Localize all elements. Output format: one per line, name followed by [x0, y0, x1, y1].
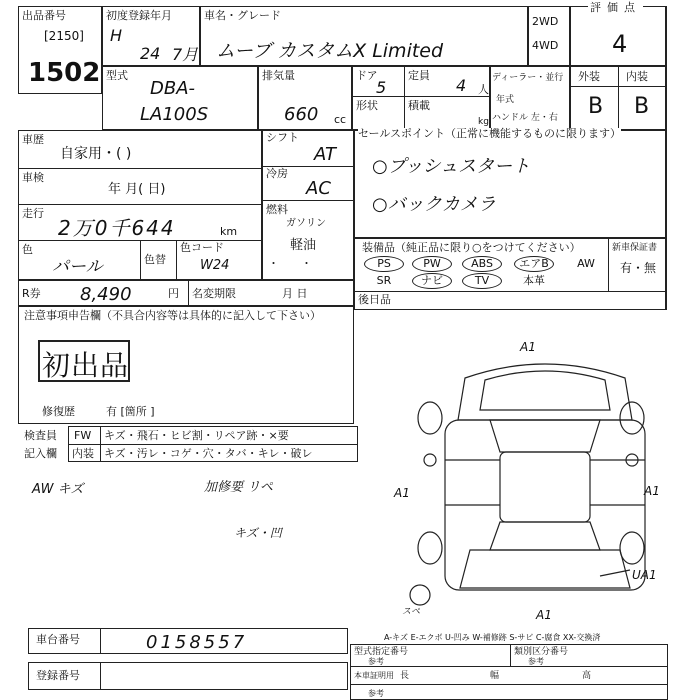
- diagram-spare-mark: スペ: [402, 607, 421, 617]
- wheel-rear-right: [620, 532, 644, 564]
- selling-line1: ○プッシュスタート: [372, 156, 531, 177]
- info-divider-1: [18, 168, 262, 169]
- damage-legend: A-キズ E-エクボ U-凹み W-補修跡 S-サビ C-腐食 XX-交換済: [384, 633, 601, 642]
- displacement-unit: cc: [334, 113, 347, 126]
- displacement-value: 660: [284, 104, 319, 125]
- color-divider-2: [176, 240, 177, 280]
- dim-width: 幅: [490, 671, 500, 681]
- remark-2: 加修要 リペ: [204, 480, 273, 495]
- equipment-chip: ナビ: [412, 273, 452, 289]
- history-value: 自家用・( ): [60, 146, 132, 162]
- color-label: 色: [22, 243, 33, 256]
- fuel-dots: ・ ・: [268, 257, 312, 270]
- warranty-value: 有・無: [620, 261, 657, 275]
- int-value: B: [634, 94, 650, 119]
- capacity-label: 定員: [408, 69, 430, 82]
- repair-value: 有 [箇所 ]: [106, 405, 155, 418]
- chassis-divider: [100, 628, 101, 654]
- diagram-right-mark: A1: [644, 484, 660, 498]
- cert-ref: 参考: [368, 689, 384, 698]
- int-inspect-label: 内装: [72, 447, 94, 460]
- model-line2: LA100S: [140, 104, 209, 125]
- designation-ref: 参考: [368, 657, 384, 666]
- diagram-left-mark: A1: [394, 486, 410, 500]
- color-divider: [140, 240, 141, 280]
- capacity-unit: 人: [478, 83, 489, 96]
- recycle-value: 8,490: [80, 284, 132, 305]
- equipment-chip: PW: [412, 256, 452, 272]
- designation-divider: [350, 666, 668, 667]
- info-divider-2: [18, 204, 262, 205]
- diagram-top-mark: A1: [520, 340, 536, 354]
- name-change-value: 月 日: [282, 287, 308, 300]
- color-change-label: 色替: [144, 253, 166, 266]
- load-label: 積載: [408, 99, 430, 112]
- page-right-border: [666, 6, 667, 310]
- designation-col-divider: [510, 644, 511, 666]
- name-grade-label: 車名・グレード: [204, 9, 281, 22]
- selling-line2: ○バックカメラ: [372, 194, 496, 215]
- color-code-label: 色コード: [180, 241, 224, 254]
- fuel-label: 燃料: [266, 203, 288, 216]
- shift-value: AT: [314, 144, 336, 165]
- diagram-bottom-mark: A1: [536, 608, 552, 622]
- chassis-value: 0158557: [146, 632, 248, 653]
- fw-label: FW: [74, 429, 92, 442]
- mileage-label: 走行: [22, 207, 44, 220]
- remark-1: AW キズ: [32, 482, 84, 497]
- score-value: 4: [612, 30, 628, 58]
- inspection-value: 年 月( 日): [108, 182, 166, 197]
- model-label: 型式: [106, 69, 128, 82]
- year-type-label: 年式: [496, 95, 515, 105]
- selling-label: セールスポイント（正常に機能するものに限ります）: [358, 127, 622, 140]
- color-code-value: W24: [200, 258, 230, 273]
- inspector-label-1: 検査員: [24, 429, 57, 442]
- remark-3: キズ・凹: [234, 526, 282, 540]
- reg-year-value: 24: [140, 44, 161, 63]
- wheel-rear-left: [418, 532, 442, 564]
- plate-divider: [100, 662, 101, 690]
- wheel-front-left: [418, 402, 442, 434]
- ext-int-row-divider: [570, 86, 666, 87]
- inspection-label: 車検: [22, 171, 44, 184]
- ac-label: 冷房: [266, 167, 288, 180]
- first-listing-stamp: 初出品: [42, 349, 130, 382]
- equipment-chip: SR: [376, 274, 392, 287]
- mirror-left: [424, 454, 436, 466]
- fuel-value-top: ガソリン: [286, 218, 326, 229]
- later-box: [354, 292, 666, 310]
- load-unit: kg: [478, 117, 489, 127]
- category-label: 類別区分番号: [514, 647, 569, 657]
- equipment-chip: AW: [577, 257, 595, 270]
- selling-box: [354, 127, 666, 238]
- equipment-chip: ABS: [462, 256, 502, 272]
- name-grade-value: ムーブ カスタムX Limited: [216, 40, 444, 62]
- dealer-label: ディーラー・並行: [492, 73, 564, 83]
- shift-label: シフト: [266, 131, 299, 144]
- mileage-value: 2万0千644: [58, 216, 176, 240]
- cert-label: 本車証明用: [354, 671, 394, 680]
- recycle-unit: 円: [168, 287, 179, 300]
- chassis-label: 車台番号: [36, 633, 80, 646]
- car-roof: [500, 452, 590, 522]
- score-label: 評価点: [590, 1, 641, 14]
- era-value: H: [110, 26, 123, 45]
- fw-items: キズ・飛石・ヒビ割・リペア跡・×要: [104, 429, 289, 442]
- plate-label: 登録番号: [36, 669, 80, 682]
- warranty-label: 新車保証書: [612, 243, 658, 253]
- reg-month-value: 7月: [172, 45, 199, 64]
- ext-value: B: [588, 94, 604, 119]
- car-rear-lower: [460, 550, 630, 588]
- equipment-chip: PS: [364, 256, 404, 272]
- model-line1: DBA-: [150, 78, 196, 99]
- history-label: 車歴: [22, 133, 44, 146]
- inspector-label-2: 記入欄: [24, 447, 57, 460]
- doors-row-divider: [352, 96, 490, 97]
- color-value: パール: [52, 257, 103, 277]
- spare-tire: [410, 585, 430, 605]
- dim-length: 長: [400, 671, 410, 681]
- equipment-chip: 本革: [523, 274, 545, 287]
- equipment-label: 装備品（純正品に限り○をつけてください）: [362, 241, 581, 254]
- warranty-divider: [608, 238, 609, 292]
- first-reg-label: 初度登録年月: [106, 9, 172, 22]
- designation-label: 型式指定番号: [354, 647, 409, 657]
- designation-divider-2: [350, 684, 668, 685]
- recycle-label: R券: [22, 287, 41, 300]
- ac-divider: [262, 200, 354, 201]
- car-damage-diagram: [400, 340, 690, 625]
- name-change-label: 名変期限: [192, 287, 236, 300]
- ac-value: AC: [306, 178, 331, 199]
- category-ref: 参考: [528, 657, 544, 666]
- drive-2wd: 2WD: [532, 15, 559, 28]
- inspector-col-divider: [100, 426, 101, 462]
- car-windshield: [490, 420, 600, 452]
- notes-label: 注意事項申告欄（不具合内容等は具体的に記入して下さい）: [24, 309, 321, 322]
- lot-number: 1502: [28, 58, 101, 88]
- doors-value: 5: [376, 78, 387, 97]
- diagram-rear-right-mark: UA1: [632, 568, 657, 582]
- car-outline-top: [458, 364, 632, 420]
- equipment-chip: エアB: [514, 256, 554, 272]
- car-hood: [480, 371, 610, 410]
- fuel-value: 軽油: [290, 238, 317, 253]
- lot-code: [2150]: [44, 29, 84, 43]
- later-label: 後日品: [358, 293, 391, 306]
- displacement-label: 排気量: [262, 69, 295, 82]
- doors-divider: [404, 66, 405, 130]
- inspector-divider: [68, 444, 358, 445]
- dim-height: 高: [582, 671, 592, 681]
- handle-label: ハンドル 左・右: [492, 113, 558, 123]
- shape-label: 形状: [356, 99, 378, 112]
- mileage-unit: km: [220, 225, 238, 238]
- equipment-chip: TV: [462, 273, 502, 289]
- drive-4wd: 4WD: [532, 39, 559, 52]
- capacity-value: 4: [456, 76, 467, 95]
- recycle-divider: [188, 280, 189, 306]
- lot-label: 出品番号: [22, 9, 66, 22]
- repair-label: 修復歴: [42, 405, 75, 418]
- doors-label: ドア: [356, 69, 378, 82]
- ext-int-divider: [618, 66, 619, 130]
- ext-label: 外装: [578, 70, 600, 83]
- int-inspect-items: キズ・汚レ・コゲ・穴・タバ・キレ・破レ: [104, 447, 313, 460]
- int-label: 内装: [626, 70, 648, 83]
- car-rear-window: [490, 522, 600, 550]
